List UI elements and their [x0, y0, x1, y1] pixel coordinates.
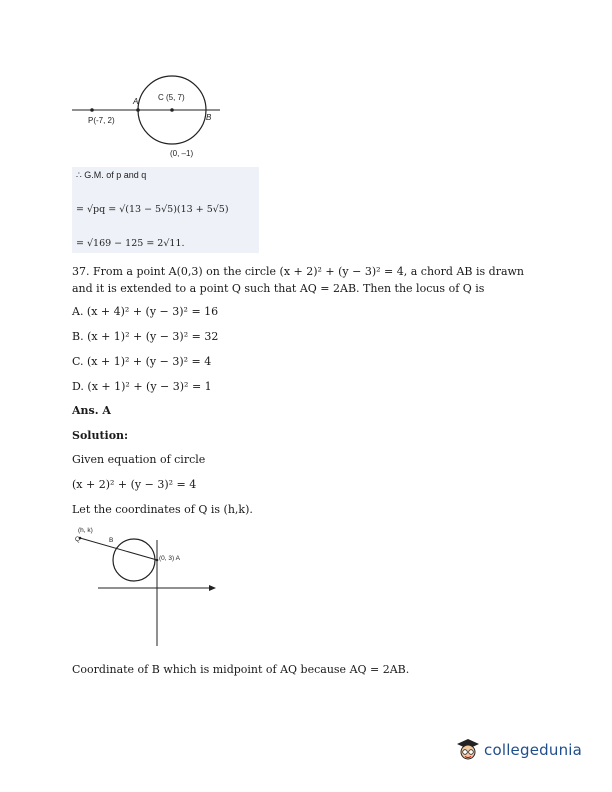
question-line-1: 37. From a point A(0,3) on the circle (x + 2)² + (y − 3)² = 4, a chord AB is drawn	[72, 265, 525, 278]
gm-line-2: = √169 − 125 = 2√11.	[76, 238, 185, 249]
x-axis-arrow	[209, 585, 216, 591]
point-a	[136, 108, 140, 112]
gm-line-1-right: √(13 − 5√5)(13 + 5√5)	[119, 204, 229, 215]
gm-line-1-left: = √pq =	[76, 204, 120, 215]
graduate-mascot-icon	[455, 737, 481, 763]
gm-line-1	[76, 204, 229, 215]
solution-given: Given equation of circle	[72, 453, 206, 466]
question-line-2: and it is extended to a point Q such that AQ = 2AB. Then the locus of Q is	[72, 282, 485, 295]
point-p	[90, 108, 94, 112]
locus-figure	[70, 530, 220, 650]
small-circle	[113, 539, 155, 581]
point-a2	[156, 559, 159, 562]
label-a2: (0, 3) A	[159, 555, 180, 562]
option-c: C. (x + 1)² + (y − 3)² = 4	[72, 355, 212, 368]
chord-aq	[80, 538, 157, 560]
label-q: Q	[75, 536, 81, 543]
label-a: A	[133, 97, 139, 106]
label-b: B	[206, 113, 212, 122]
coordinate-line: Coordinate of B which is midpoint of AQ because AQ = 2AB.	[72, 663, 410, 676]
label-bottom: (0, –1)	[170, 149, 194, 158]
brand-name: collegedunia	[484, 741, 583, 759]
answer: Ans. A	[72, 404, 111, 417]
label-b2: B	[109, 537, 114, 544]
option-d: D. (x + 1)² + (y − 3)² = 1	[72, 380, 212, 393]
brand-logo[interactable]	[455, 737, 582, 763]
label-hk: (h, k)	[78, 527, 93, 534]
option-b: B. (x + 1)² + (y − 3)² = 32	[72, 330, 219, 343]
gm-heading: ∴ G.M. of p and q	[76, 170, 147, 180]
label-c: C (5, 7)	[158, 93, 185, 102]
solution-equation: (x + 2)² + (y − 3)² = 4	[72, 478, 197, 491]
point-center	[170, 108, 174, 112]
option-a: A. (x + 4)² + (y − 3)² = 16	[72, 305, 219, 318]
solution-let: Let the coordinates of Q is (h,k).	[72, 503, 253, 516]
solution-heading: Solution:	[72, 429, 129, 442]
label-p: P(-7, 2)	[88, 116, 115, 125]
